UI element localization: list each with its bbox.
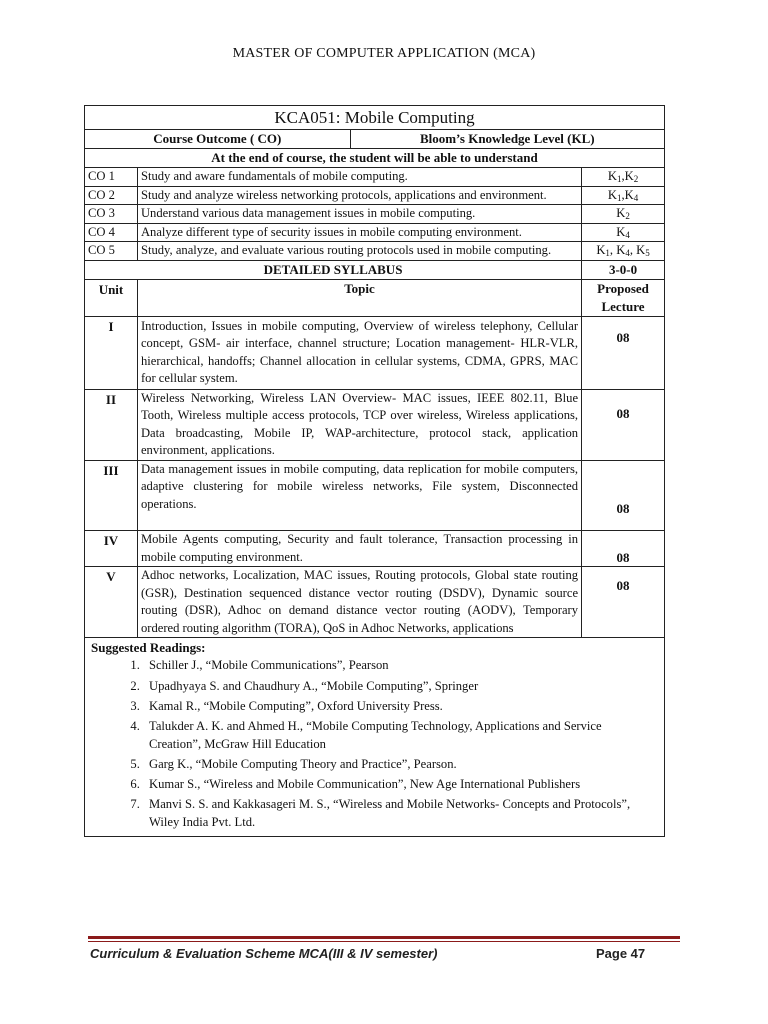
unit-row (85, 567, 665, 638)
unit-row (85, 316, 665, 389)
reading-text: Schiller J., “Mobile Communications”, Pearson (149, 658, 389, 672)
co-row (85, 186, 665, 205)
unit-row (85, 531, 665, 567)
reading-text: Garg K., “Mobile Computing Theory and Practice”, Pearson. (149, 757, 457, 771)
col-lecture-line2: Lecture (601, 298, 645, 314)
reading-text: Kumar S., “Wireless and Mobile Communication”, New Age International Publishers (149, 777, 581, 791)
col-lecture-line1: Proposed (597, 280, 649, 296)
unit-row (85, 460, 665, 531)
co-kl: $K_4$ (582, 223, 665, 242)
col-unit-header: Unit (85, 279, 138, 316)
co-text: Study and analyze wireless networking protocols, applications and environment. (137, 186, 581, 205)
page-header: MASTER OF COMPUTER APPLICATION (MCA) (232, 46, 536, 61)
reading-item (143, 795, 658, 831)
co-code: CO 4 (85, 223, 138, 242)
unit-topic: Mobile Agents computing, Security and fault tolerance, Transaction processing in mobile computing environment. (137, 531, 581, 567)
co-code: CO 3 (85, 205, 138, 224)
col-topic-header: Topic (137, 279, 581, 316)
reading-item (143, 697, 658, 715)
unit-number: IV (85, 531, 138, 567)
co-row (85, 205, 665, 224)
course-title: KCA051: Mobile Computing (85, 106, 665, 130)
reading-item (143, 656, 658, 674)
reading-text: Kamal R., “Mobile Computing”, Oxford University Press. (149, 699, 443, 713)
footer-rule (88, 936, 680, 939)
syllabus-heading: DETAILED SYLLABUS (85, 260, 582, 279)
readings-list (91, 656, 658, 831)
unit-number: III (85, 460, 138, 531)
co-header: Course Outcome ( CO) (85, 130, 351, 149)
co-kl: $K_1,K_4$ (582, 186, 665, 205)
reading-text: Manvi S. S. and Kakkasageri M. S., “Wireless and Mobile Networks- Concepts and Protocols”, Wiley India Pvt. Ltd. (149, 797, 631, 829)
co-text: Analyze different type of security issues in mobile computing environment. (137, 223, 581, 242)
unit-lectures: 08 (582, 389, 665, 460)
co-text: Study and aware fundamentals of mobile computing. (137, 168, 581, 187)
syllabus-table (84, 105, 665, 837)
co-text: Study, analyze, and evaluate various routing protocols used in mobile computing. (137, 242, 581, 261)
unit-topic: Introduction, Issues in mobile computing, Overview of wireless telephony, Cellular concept, GSM- air interface, channel structure; Location management- HLR-VLR, hierarchical, handoffs; Channel allocation in cellular systems, CDMA, GPRS, MAC for cellular system. (137, 316, 581, 389)
co-intro: At the end of course, the student will be able to understand (85, 149, 665, 168)
co-row (85, 168, 665, 187)
co-row (85, 223, 665, 242)
co-row (85, 242, 665, 261)
co-text: Understand various data management issues in mobile computing. (137, 205, 581, 224)
unit-lectures: 08 (582, 316, 665, 389)
col-lecture-header (582, 279, 665, 316)
unit-number: V (85, 567, 138, 638)
unit-number: II (85, 389, 138, 460)
co-code: CO 1 (85, 168, 138, 187)
unit-number: I (85, 316, 138, 389)
unit-topic: Wireless Networking, Wireless LAN Overview- MAC issues, IEEE 802.11, Blue Tooth, Wireless multiple access protocols, TCP over wireless, Wireless applications, Data broadcasting, Mobile IP, WAP-architecture, protocol stack, application environment, applications. (137, 389, 581, 460)
kl-header: Bloom’s Knowledge Level (KL) (350, 130, 664, 149)
reading-item (143, 755, 658, 773)
ltp: 3-0-0 (582, 260, 665, 279)
reading-text: Upadhyaya S. and Chaudhury A., “Mobile Computing”, Springer (149, 679, 479, 693)
co-kl: $K_1,K_2$ (582, 168, 665, 187)
co-code: CO 2 (85, 186, 138, 205)
suggested-readings (85, 638, 665, 837)
reading-item (143, 677, 658, 695)
unit-topic: Data management issues in mobile computing, data replication for mobile computers, adaptive clustering for mobile wireless networks, File system, Disconnected operations. (137, 460, 581, 531)
unit-lectures: 08 (582, 567, 665, 638)
unit-topic: Adhoc networks, Localization, MAC issues, Routing protocols, Global state routing (GSR), Destination sequenced distance vector routing (DSDV), Dynamic source routing (DSR), Adhoc on demand distance vector routing (AODV), Temporary ordered routing algorithm (TORA), QoS in Adhoc Networks, applications (137, 567, 581, 638)
reading-text: Talukder A. K. and Ahmed H., “Mobile Computing Technology, Applications and Service Creation”, McGraw Hill Education (149, 719, 602, 751)
unit-lectures: 08 (582, 531, 665, 567)
unit-lectures: 08 (582, 460, 665, 531)
co-code: CO 5 (85, 242, 138, 261)
footer-curriculum: Curriculum & Evaluation Scheme MCA(III & IV semester) (90, 946, 438, 961)
readings-title: Suggested Readings: (91, 640, 206, 655)
co-kl: $K_1$, $K_4$, $K_5$ (582, 242, 665, 261)
footer-page-number: Page 47 (596, 946, 646, 961)
unit-row (85, 389, 665, 460)
footer-rule-thin (88, 941, 680, 942)
co-kl: $K_2$ (582, 205, 665, 224)
reading-item (143, 775, 658, 793)
reading-item (143, 717, 658, 753)
